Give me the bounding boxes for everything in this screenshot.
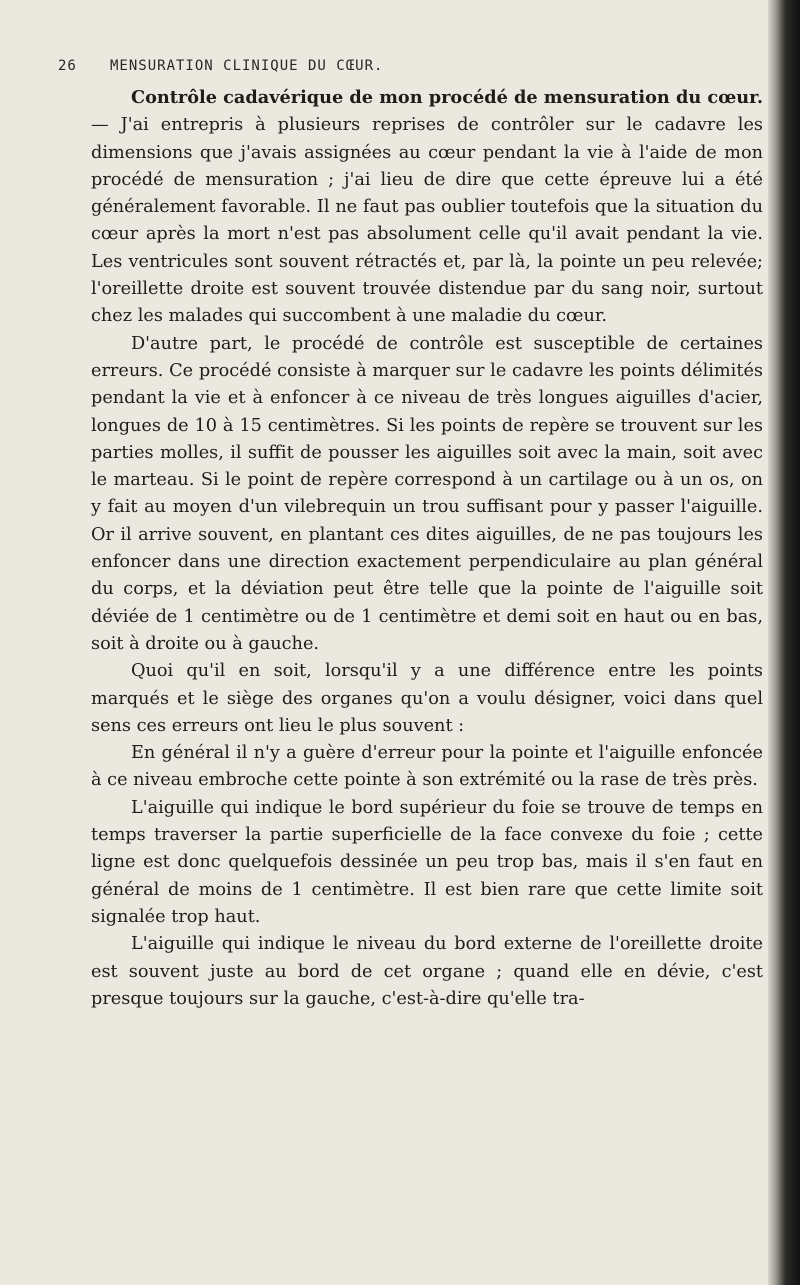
- paragraph-4: En général il n'y a guère d'erreur pour la pointe et l'aiguille enfoncée à ce niveau embroche cette pointe à son extrémité ou la rase de très près.: [91, 743, 763, 791]
- paragraph-2: D'autre part, le procédé de contrôle est susceptible de certaines erreurs. Ce procédé consiste à marquer sur le cadavre les points délimités pendant la vie et à enfoncer à ce niveau de très longues aiguilles d'acier, longues de 10 à 15 centimètres. Si les points de repère se trouvent sur les parties molles, il suffit de pousser les aiguilles soit avec la main, soit avec le marteau. Si le point de repère correspond à un cartilage ou à un os, on y fait au moyen d'un vilebrequin un trou suffisant pour y passer l'aiguille. Or il arrive souvent, en plantant ces dites aiguilles, de ne pas toujours les enfoncer dans une direction exactement perpendiculaire au plan général du corps, et la déviation peut être telle que la pointe de l'aiguille soit déviée de 1 centimètre ou de 1 centimètre et demi soit en haut ou en bas, soit à droite ou à gauche.: [91, 333, 763, 654]
- paragraph-3: Quoi qu'il en soit, lorsqu'il y a une différence entre les points marqués et le siège des organes qu'on a voulu désigner, voici dans quel sens ces erreurs ont lieu le plus souvent :: [91, 661, 763, 736]
- section-heading: Contrôle cadavérique de mon procédé de mensuration du cœur.: [131, 87, 763, 108]
- paragraph-5: L'aiguille qui indique le bord supérieur du foie se trouve de temps en temps traverser la partie superficielle de la face convexe du foie ; cette ligne est donc quelquefois dessinée un peu trop bas, mais il s'en faut en général de moins de 1 centimètre. Il est bien rare que cette limite soit signalée trop haut.: [91, 797, 763, 927]
- running-title: MENSURATION CLINIQUE DU CŒUR.: [110, 58, 384, 74]
- body-text: [91, 84, 763, 1013]
- paragraph-6: L'aiguille qui indique le niveau du bord externe de l'oreillette droite est souvent juste au bord de cet organe ; quand elle en dévie, c'est presque toujours sur la gauche, c'est-à-dire qu'elle tra-: [91, 934, 763, 1009]
- paragraph-1-text: — J'ai entrepris à plusieurs reprises de contrôler sur le cadavre les dimensions que j'avais assignées au cœur pendant la vie à l'aide de mon procédé de mensuration ; j'ai lieu de dire que cette épreuve lui a été généralement favorable. Il ne faut pas oublier toutefois que la situation du cœur après la mort n'est pas absolument celle qu'il avait pendant la vie. Les ventricules sont souvent rétractés et, par là, la pointe un peu relevée; l'oreillette droite est souvent trouvée distendue par du sang noir, surtout chez les malades qui succombent à une maladie du cœur.: [91, 115, 763, 327]
- page-number: 26: [58, 58, 77, 74]
- book-binding-edge: [768, 0, 800, 1285]
- paragraph-1: [91, 84, 763, 331]
- page-header: [58, 58, 758, 84]
